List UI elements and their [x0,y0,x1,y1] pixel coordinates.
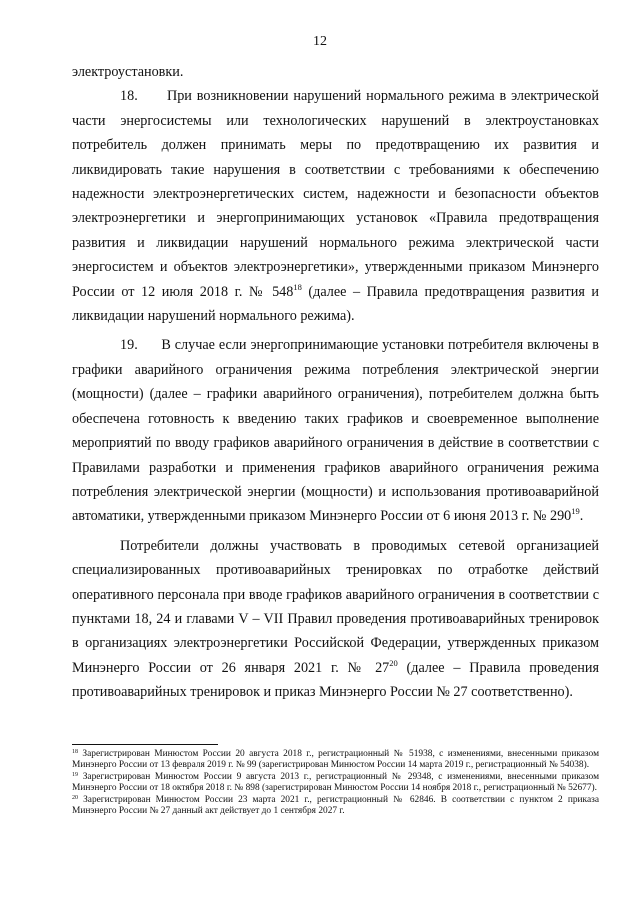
footnote-19 [72,772,599,795]
paragraph-20-tail: (далее – Правила проведения противоаварийных тренировок и приказ Минэнерго России № 27 соответственно). [72,659,600,701]
footnote-18 [72,749,599,772]
footnote-19-mark: 19 [72,771,78,778]
footnote-20-text: Зарегистрирован Минюстом России 23 марта 2021 г., регистрационный № 62846. В соответствии с пунктом 2 приказа Минэнерго России № 27 данный акт действует до 1 сентября 2027 г. [72,794,599,817]
paragraph-19-tail: . [579,508,584,525]
paragraph-19-continued [72,534,599,705]
document-body [72,60,599,705]
footnote-18-mark: 18 [72,749,78,755]
footnote-18-text: Зарегистрирован Минюстом России 20 августа 2018 г., регистрационный № 51938, с изменениями, внесенными приказом Минэнерго России от 13 февраля 2019 г. № 99 (зарегистрирован Минюстом России 14 марта 2019 г., регистрационный № 54038). [72,749,599,771]
paragraph-18-tail: (далее – Правила предотвращения развития и ликвидации нарушений нормального режима). [72,283,599,325]
footnote-ref-20: 20 [389,657,398,668]
paragraph-18-text: При возникновении нарушений нормального режима в электрической части энергосистемы или технологических нарушений в электроустановках потребитель должен принимать меры по предотвращению их развития и ликвидировать такие нарушения в соответствии с требованиями к обеспечению надежности электроэнергетических систем, надежности и безопасности объектов электроэнергетики и энергопринимающих установок «Правила предотвращения развития и ликвидации нарушений нормального режима электрической части энергосистем и объектов электроэнергетики», утвержденными приказом Минэнерго России от 12 июля 2018 г. № 548 [72,88,599,300]
footnote-divider [72,744,218,745]
footnote-ref-19: 19 [571,506,580,517]
paragraph-18-number: 18. [120,88,138,105]
footnote-19-text: Зарегистрирован Минюстом России 9 августа 2013 г., регистрационный № 29348, с изменениями, внесенными приказом Минэнерго России от 18 октября 2018 г. № 898 (зарегистрирован Минюстом России 14 ноября 2018 г., регистрационный № 52677). [72,771,599,794]
footnotes [72,749,599,817]
paragraph-18 [72,84,599,328]
paragraph-19-number: 19. [120,337,138,354]
footnote-ref-18: 18 [293,281,302,292]
footnote-20 [72,795,599,818]
paragraph-20-text: Потребители должны участвовать в проводимых сетевой организацией специализированных противоаварийных тренировках по отработке действий оперативного персонала при вводе графиков аварийного ограничения в соответствии с пунктами 18, 24 и главами V – VII Правил проведения противоаварийных тренировок в организациях электроэнергетики Российской Федерации, утвержденных приказом Минэнерго России от 26 января 2021 г. № 27 [72,537,599,676]
page-number: 12 [313,34,327,49]
paragraph-continuation: электроустановки. [72,64,184,80]
paragraph-19 [72,333,599,528]
paragraph-19-text: В случае если энергопринимающие установки потребителя включены в графики аварийного ограничения режима потребления электрической энергии (мощности) (далее – графики аварийного ограничения), потребителем должна быть обеспечена готовность к введению таких графиков и своевременное выполнение мероприятий по вводу графиков аварийного ограничения в действие в соответствии с Правилами разработки и применения графиков аварийного ограничения режима потребления электрической энергии (мощности) и использования противоаварийной автоматики, утвержденными приказом Минэнерго России от 6 июня 2013 г. № 290 [72,337,599,525]
footnote-20-mark: 20 [72,794,78,801]
